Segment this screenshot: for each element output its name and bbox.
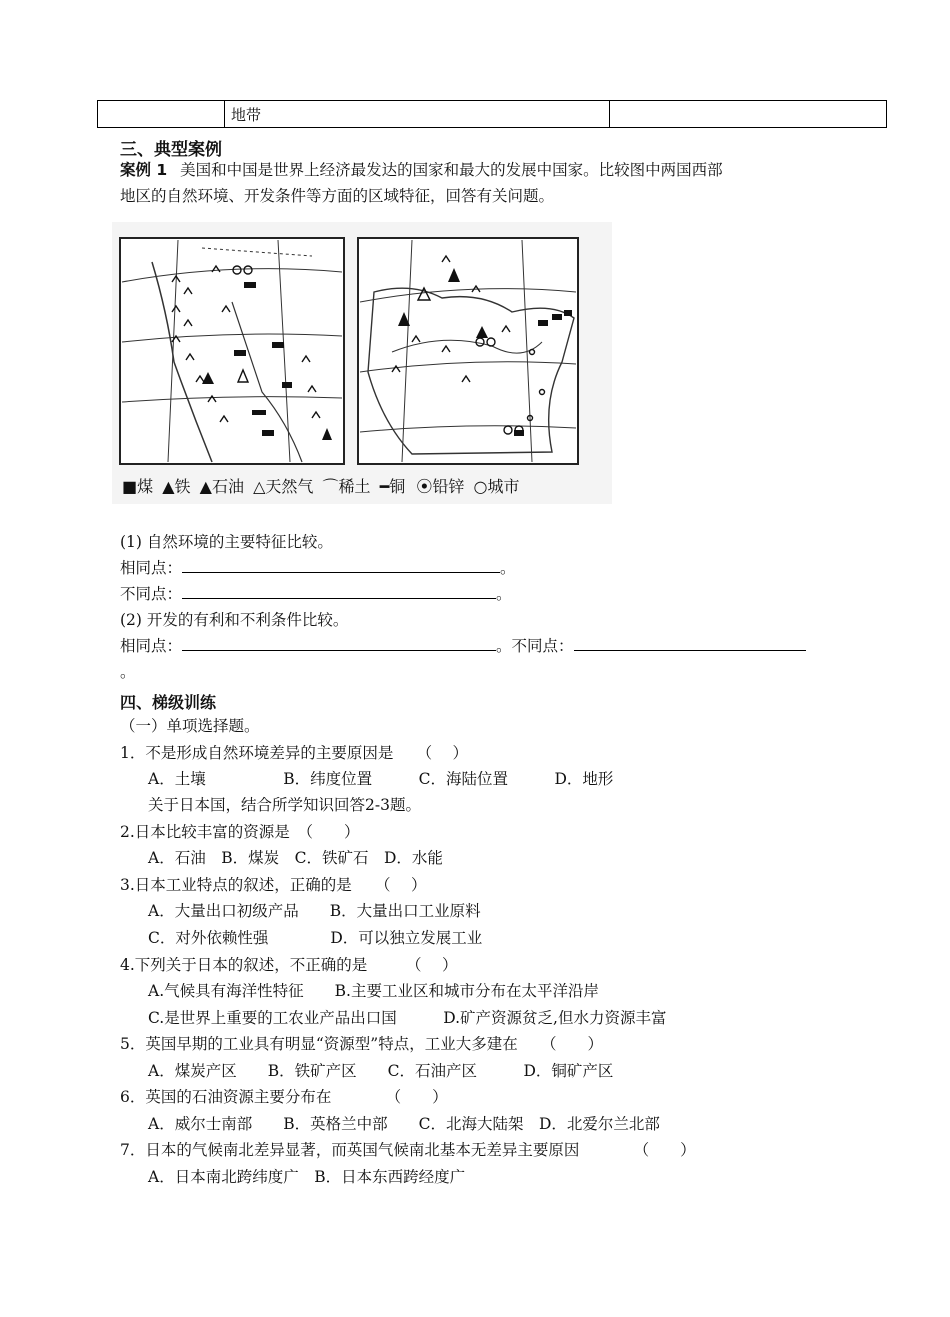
copper-icon: ━ xyxy=(379,477,390,496)
answer-blank[interactable] xyxy=(182,558,500,573)
usa-west-map xyxy=(120,238,344,464)
case-label: 案例 1 xyxy=(120,161,168,179)
options-6: A．威尔士南部 B．英格兰中部 C．北海大陆架 D．北爱尔兰北部 xyxy=(148,1115,660,1133)
case-intro-line1 xyxy=(120,160,723,180)
table-cell-empty xyxy=(610,101,887,128)
question-4: 4.下列关于日本的叙述，不正确的是 （ ） xyxy=(120,956,458,974)
question-3: 3.日本工业特点的叙述，正确的是 （ ） xyxy=(120,876,427,894)
lead-zinc-icon: ⦿ xyxy=(416,477,433,496)
question-7: 7．日本的气候南北差异显著，而英国气候南北基本无差异主要原因 （ ） xyxy=(120,1141,696,1159)
rare-earth-icon: ⌒ xyxy=(322,477,339,496)
section4-heading: 四、梯级训练 xyxy=(120,693,217,712)
case-text-1: 美国和中国是世界上经济最发达的国家和最大的发展中国家。比较图中两国西部 xyxy=(180,161,723,179)
note-2-3: 关于日本国，结合所学知识回答2-3题。 xyxy=(148,796,421,814)
table-cell-empty xyxy=(98,101,225,128)
diff-label-2: 。不同点： xyxy=(496,637,574,655)
case-q1: (1) 自然环境的主要特征比较。 xyxy=(120,533,333,551)
legend-city: 城市 xyxy=(487,477,520,496)
map-legend xyxy=(122,474,519,497)
q2-answer-line xyxy=(120,636,806,656)
answer-blank[interactable] xyxy=(574,636,806,651)
map-figure xyxy=(112,222,612,504)
question-2: 2.日本比较丰富的资源是 （ ） xyxy=(120,823,360,841)
case-text-2: 地区的自然环境、开发条件等方面的区域特征，回答有关问题。 xyxy=(120,187,555,205)
coal-icon: ■ xyxy=(122,477,138,496)
answer-blank[interactable] xyxy=(182,584,496,599)
legend-copper: 铜 xyxy=(389,477,406,496)
diff-line-1 xyxy=(120,584,512,604)
legend-oil: 石油 xyxy=(211,477,244,496)
table-row xyxy=(98,101,887,128)
oil-icon: ▲ xyxy=(199,477,212,496)
legend-iron: 铁 xyxy=(174,477,191,496)
section4-sub: （一）单项选择题。 xyxy=(120,717,260,735)
table-cell-zone: 地带 xyxy=(225,101,610,128)
gas-icon: △ xyxy=(253,477,266,496)
same-label-1: 相同点： xyxy=(120,559,183,577)
options-5: A．煤炭产区 B．铁矿产区 C．石油产区 D．铜矿产区 xyxy=(148,1062,614,1080)
answer-blank[interactable] xyxy=(182,636,496,651)
legend-rare-earth: 稀土 xyxy=(338,477,371,496)
options-4b: C.是世界上重要的工农业产品出口国 D.矿产资源贫乏,但水力资源丰富 xyxy=(148,1009,667,1027)
legend-coal: 煤 xyxy=(137,477,154,496)
period: 。 xyxy=(496,585,512,603)
options-7: A．日本南北跨纬度广 B．日本东西跨经度广 xyxy=(148,1168,466,1186)
same-label-2: 相同点： xyxy=(120,637,183,655)
period-line: 。 xyxy=(120,663,136,681)
legend-gas: 天然气 xyxy=(265,477,314,496)
question-1: 1．不是形成自然环境差异的主要原因是 （ ） xyxy=(120,744,469,762)
case-q2: (2) 开发的有利和不利条件比较。 xyxy=(120,611,349,629)
iron-icon: ▲ xyxy=(162,477,175,496)
options-1: A．土壤 B．纬度位置 C．海陆位置 D．地形 xyxy=(148,770,614,788)
diff-label-1: 不同点： xyxy=(120,585,183,603)
section3-heading: 三、典型案例 xyxy=(120,140,222,160)
options-2: A．石油 B．煤炭 C．铁矿石 D．水能 xyxy=(148,849,443,867)
period: 。 xyxy=(500,559,516,577)
options-4a: A.气候具有海洋性特征 B.主要工业区和城市分布在太平洋沿岸 xyxy=(148,982,599,1000)
options-3a: A．大量出口初级产品 B．大量出口工业原料 xyxy=(148,902,481,920)
map-svg xyxy=(112,222,612,504)
options-3b: C．对外依赖性强 D．可以独立发展工业 xyxy=(148,929,483,947)
china-west-map xyxy=(358,238,578,464)
question-6: 6．英国的石油资源主要分布在 （ ） xyxy=(120,1088,448,1106)
question-5: 5．英国早期的工业具有明显“资源型”特点，工业大多建在 （ ） xyxy=(120,1035,603,1053)
legend-lead-zinc: 铅锌 xyxy=(432,477,465,496)
top-table xyxy=(97,100,887,128)
same-line-1 xyxy=(120,558,516,578)
city-icon: ○ xyxy=(473,477,488,496)
